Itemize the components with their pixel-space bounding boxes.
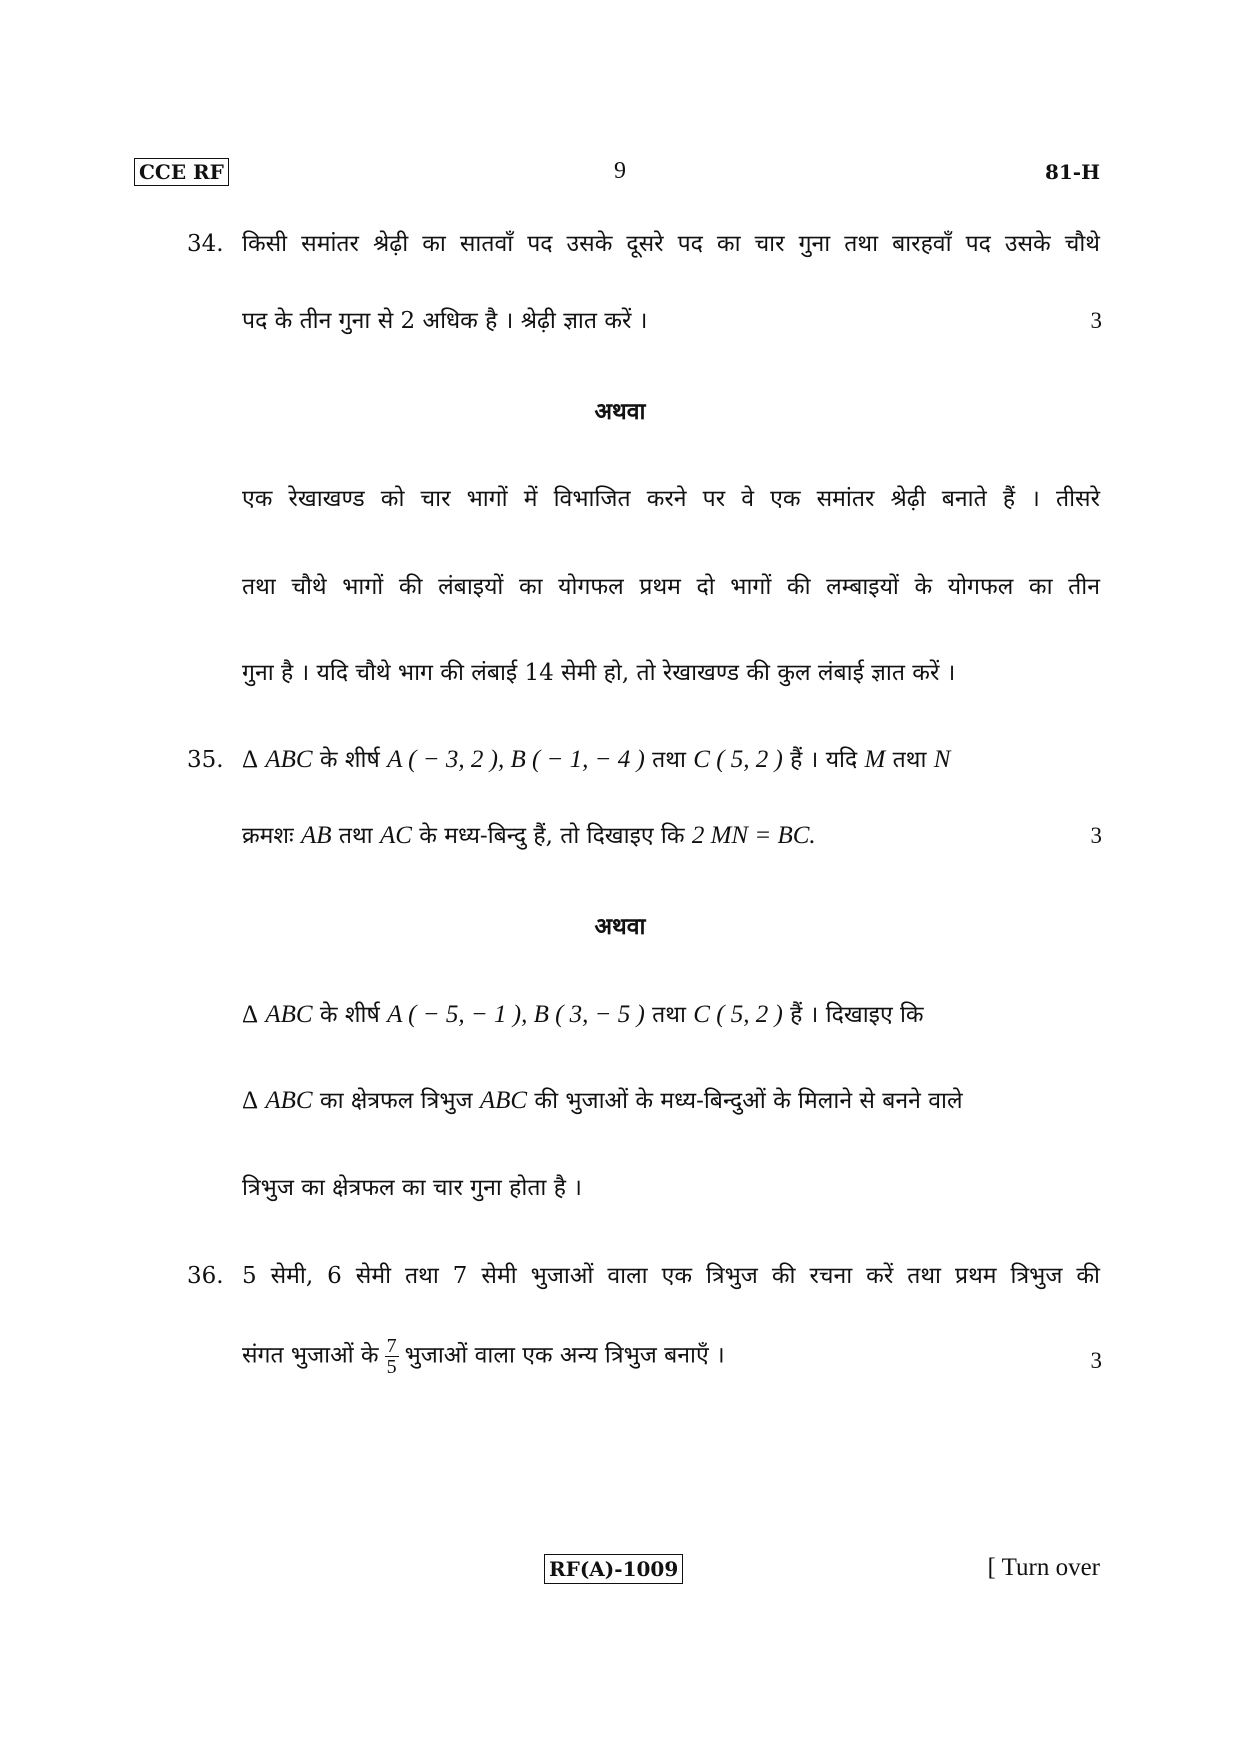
footer-code-box: RF(A)-1009 — [544, 1554, 683, 1584]
q35-marks: 3 — [1090, 823, 1102, 848]
fraction-numerator: 7 — [386, 1335, 397, 1357]
q35-alt-line-3: त्रिभुज का क्षेत्रफल का चार गुना होता है । — [242, 1175, 582, 1201]
fraction-seven-fifths — [385, 1336, 399, 1377]
q34-line-1: किसी समांतर श्रेढ़ी का सातवाँ पद उसके दूसरे पद का चार गुना तथा बारहवाँ पद उसके चौथे — [242, 231, 1100, 257]
q35-text: के शीर्ष — [312, 747, 388, 773]
equation: 2 MN = BC. — [691, 822, 816, 849]
q35-text: का क्षेत्रफल त्रिभुज — [312, 1088, 480, 1114]
point-m: M — [864, 746, 886, 773]
q36-text: संगत भुजाओं के — [242, 1342, 379, 1369]
q35-text: के मध्य-बिन्दु हैं, तो दिखाइए कि — [411, 823, 692, 849]
q35-text: तथा — [644, 747, 694, 773]
q34-alt-line-2: तथा चौथे भागों की लंबाइयों का योगफल प्रथम दो भागों की लम्बाइयों के योगफल का तीन — [242, 574, 1100, 600]
turn-over-note: [ Turn over — [987, 1554, 1100, 1581]
q34-alt-line-3: गुना है । यदि चौथे भाग की लंबाई 14 सेमी हो, तो रेखाखण्ड की कुल लंबाई ज्ञात करें । — [242, 660, 956, 686]
q35-line-2 — [242, 819, 1100, 853]
q36-line-2 — [242, 1336, 1100, 1386]
q35-line-1 — [242, 743, 1100, 777]
question-number-35: 35. — [187, 747, 224, 773]
delta-symbol: Δ — [242, 746, 259, 773]
vertex-a-b: A ( − 5, − 1 ), B ( 3, − 5 ) — [387, 1001, 645, 1028]
paper-series-box: CCE RF — [134, 158, 229, 186]
q34-line-2: पद के तीन गुना से 2 अधिक है । श्रेढ़ी ज्ञात करें । — [242, 308, 648, 334]
point-n: N — [933, 746, 951, 773]
q36-marks: 3 — [1090, 1348, 1102, 1373]
subject-code: 81-H — [1044, 160, 1100, 184]
q35-text: तथा — [885, 747, 934, 773]
triangle-name: ABC — [265, 1001, 313, 1028]
q35-or-heading: अथवा — [594, 913, 646, 940]
fraction-denominator: 5 — [386, 1356, 397, 1378]
q35-text: हैं । यदि — [782, 747, 865, 773]
q36-text: भुजाओं वाला एक अन्य त्रिभुज बनाएँ । — [404, 1342, 725, 1369]
delta-symbol: Δ — [242, 1087, 259, 1114]
q34-marks: 3 — [1090, 308, 1102, 333]
q35-text: तथा — [331, 823, 380, 849]
q34-alt-line-1: एक रेखाखण्ड को चार भागों में विभाजित करने पर वे एक समांतर श्रेढ़ी बनाते हैं । तीसरे — [242, 486, 1100, 512]
q35-alt-line-1 — [242, 998, 1100, 1032]
vertex-c: C ( 5, 2 ) — [693, 1001, 783, 1028]
q35-text: क्रमशः — [242, 823, 302, 849]
segment-ac: AC — [379, 822, 412, 849]
vertex-a-b: A ( − 3, 2 ), B ( − 1, − 4 ) — [387, 746, 645, 773]
q35-text: की भुजाओं के मध्य-बिन्दुओं के मिलाने से बनने वाले — [527, 1088, 963, 1114]
q35-text: हैं । दिखाइए कि — [782, 1002, 924, 1028]
question-number-34: 34. — [187, 231, 224, 257]
segment-ab: AB — [301, 822, 332, 849]
page-number: 9 — [614, 158, 626, 184]
delta-symbol: Δ — [242, 1001, 259, 1028]
q35-alt-line-2 — [242, 1084, 1100, 1118]
triangle-name: ABC — [265, 1087, 313, 1114]
q35-text: तथा — [644, 1002, 694, 1028]
vertex-c: C ( 5, 2 ) — [693, 746, 783, 773]
triangle-name: ABC — [265, 746, 313, 773]
question-number-36: 36. — [187, 1263, 224, 1289]
q36-line-1: 5 सेमी, 6 सेमी तथा 7 सेमी भुजाओं वाला एक त्रिभुज की रचना करें तथा प्रथम त्रिभुज की — [242, 1263, 1100, 1289]
q35-text: के शीर्ष — [312, 1002, 388, 1028]
triangle-name: ABC — [479, 1087, 528, 1114]
q34-or-heading: अथवा — [594, 398, 646, 425]
